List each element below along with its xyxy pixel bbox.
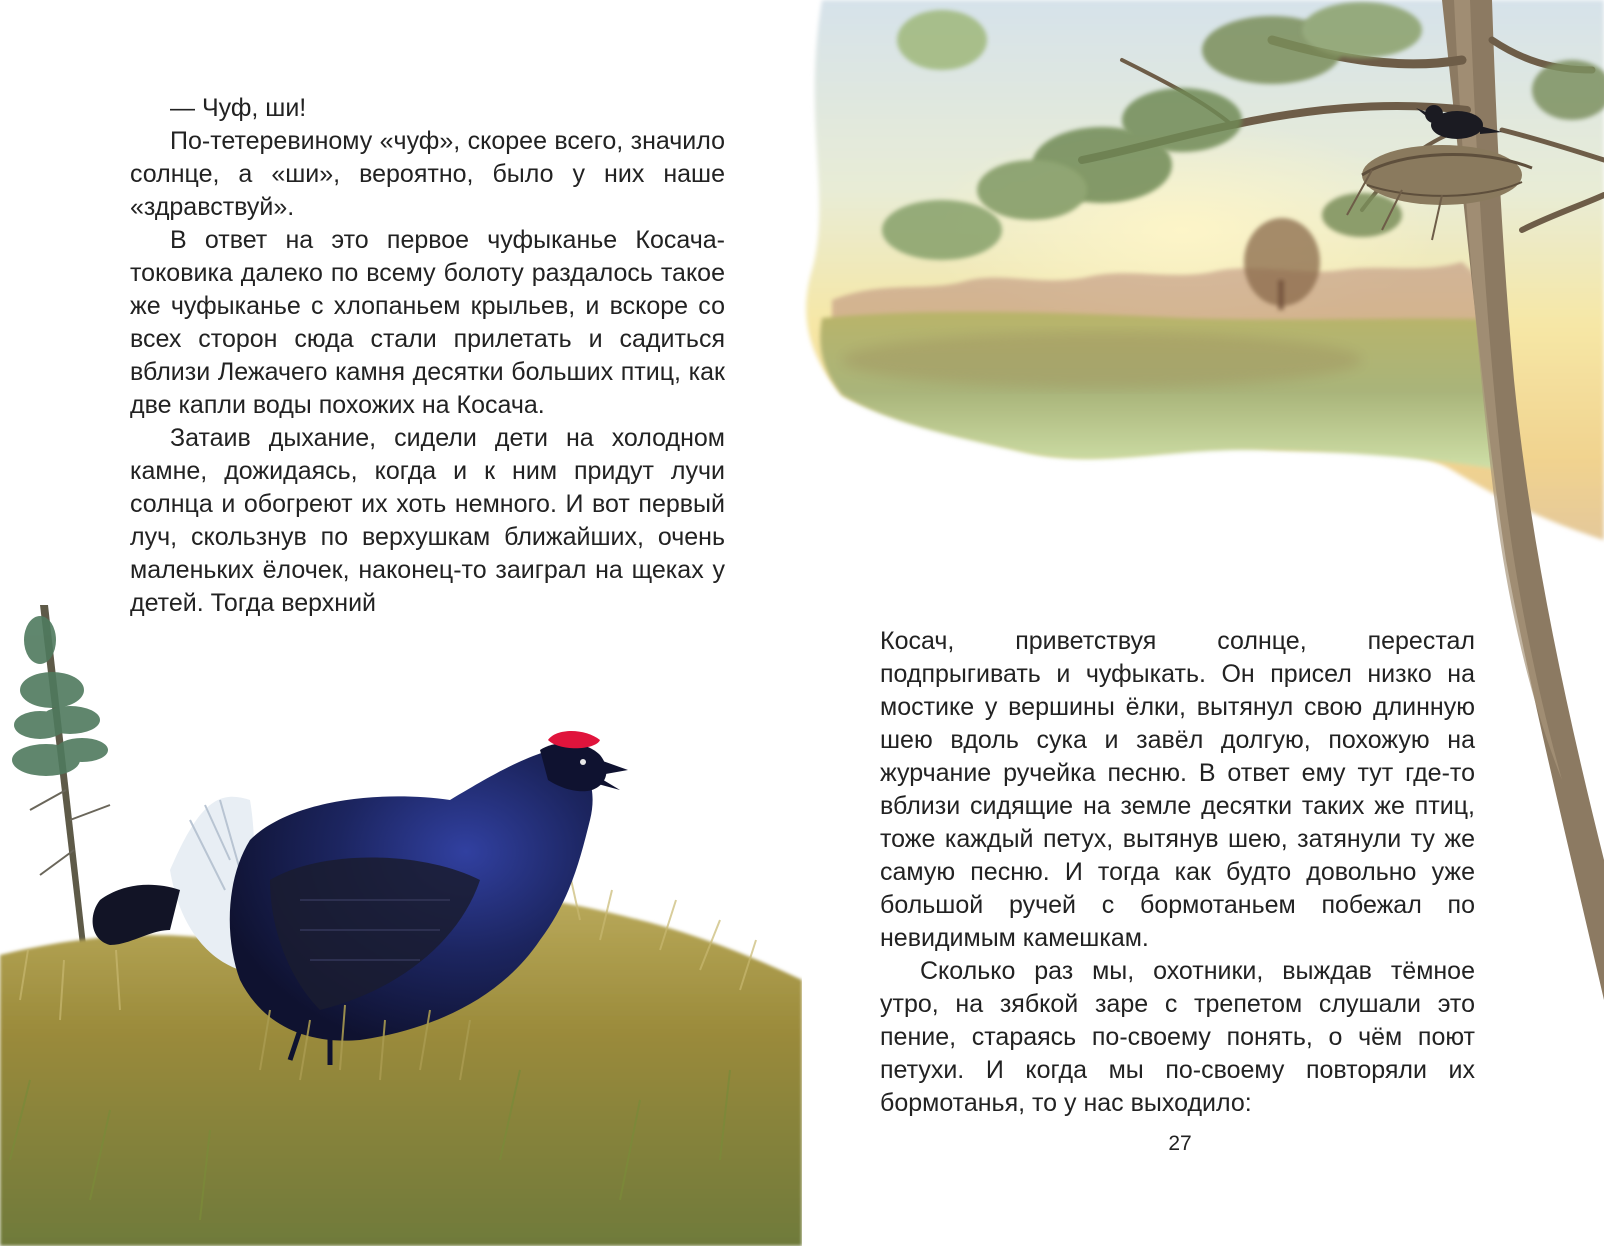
paragraph: В ответ на это первое чуфыканье Косача-токовика далеко по всему болоту раздалось такое же чуфыканье с хлопаньем крыльев, и вскоре со всех сторон сюда стали прилетать и садиться вблизи Лежачего камня десятки больших птиц, как две капли воды похожих на Косача.: [130, 226, 725, 419]
left-page-text: [130, 92, 725, 620]
paragraph: Затаив дыхание, сидели дети на холодном камне, дожидаясь, когда и к ним придут лучи солнца и обогреют их хоть немного. И вот первый луч, скользнув по верхушкам ближайших, очень маленьких ёлочек, наконец-то заиграл на щеках у детей. Тогда верхний: [130, 424, 725, 617]
right-page-text: [880, 625, 1475, 1120]
paragraph: Косач, приветствуя солнце, перестал подпрыгивать и чуфыкать. Он присел низко на мостике у вершины ёлки, вытянул свою длинную шею вдоль сука и завёл долгую, похожую на журчание ручейка песню. В ответ ему тут где-то вблизи сидящие на земле десятки таких же птиц, тоже каждый петух, вытянув шею, затянули ту же самую песню. И тогда как будто довольно уже большой ручей с бормотаньем побежал по невидимым камешкам.: [880, 627, 1475, 952]
paragraph: По-тетеревиному «чуф», скорее всего, значило солнце, а «ши», вероятно, было у них наше «здравствуй».: [130, 127, 725, 221]
paragraph: Сколько раз мы, охотники, выждав тёмное утро, на зябкой заре с трепетом слушали это пение, стараясь по-своему понять, о чём поют петухи. И когда мы по-своему повторяли их бормотанья, то у нас выходило:: [880, 957, 1475, 1117]
page-number: 27: [1168, 1132, 1192, 1155]
paragraph: — Чуф, ши!: [170, 94, 307, 122]
